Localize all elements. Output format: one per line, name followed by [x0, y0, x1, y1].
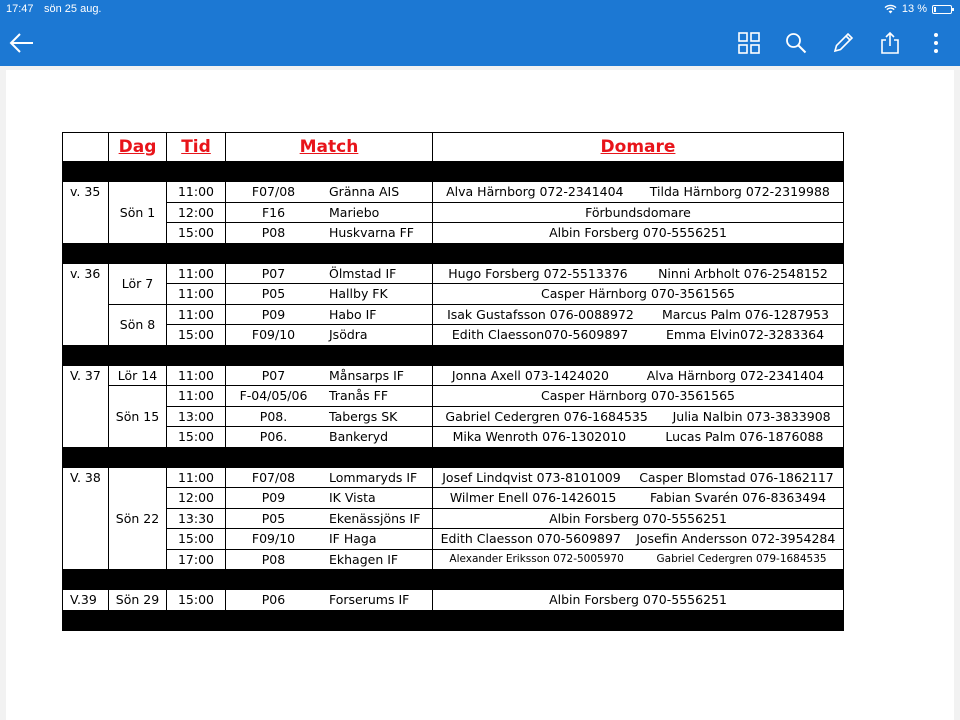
referee-1: Isak Gustafsson 076-0088972	[447, 306, 634, 322]
table-row	[63, 427, 844, 448]
opponent: Jsödra	[329, 327, 368, 343]
referee-cell	[433, 325, 844, 346]
referee-1: Alexander Eriksson 072-5005970	[449, 552, 624, 565]
referee-info	[433, 427, 843, 446]
match-info	[226, 488, 432, 507]
opponent: Huskvarna FF	[329, 225, 414, 241]
time-cell: 15:00	[167, 590, 226, 611]
match-cell	[226, 386, 433, 407]
referee-info	[433, 284, 843, 303]
referee-info	[433, 550, 843, 569]
table-row	[63, 182, 844, 203]
match-info	[226, 550, 432, 569]
team-code: P07	[261, 265, 286, 281]
match-info	[226, 264, 432, 283]
grid-icon[interactable]	[735, 29, 763, 57]
referee-info	[433, 529, 843, 548]
opponent: Tabergs SK	[329, 408, 398, 424]
table-row	[63, 202, 844, 223]
day-cell: Lör 14	[109, 365, 167, 386]
table-row	[63, 508, 844, 529]
opponent: Habo IF	[329, 306, 377, 322]
week-cell: V. 37	[63, 365, 109, 447]
day-cell: Lör 7	[109, 263, 167, 304]
team-code: P08.	[259, 408, 288, 424]
referee-2: Josefin Andersson 072-3954284	[636, 531, 836, 547]
referee-1: Hugo Forsberg 072-5513376	[448, 265, 628, 281]
time-cell: 11:00	[167, 365, 226, 386]
status-right	[884, 3, 952, 15]
referee-1: Förbundsdomare	[585, 204, 691, 220]
time-cell: 11:00	[167, 467, 226, 488]
match-cell	[226, 406, 433, 427]
time-cell: 11:00	[167, 386, 226, 407]
referee-cell	[433, 284, 844, 305]
referee-1: Albin Forsberg 070-5556251	[549, 592, 727, 608]
referee-1: Jonna Axell 073-1424020	[451, 367, 609, 383]
match-cell	[226, 223, 433, 244]
status-bar	[0, 0, 960, 20]
time-cell: 17:00	[167, 549, 226, 570]
separator-row	[63, 162, 844, 182]
share-icon[interactable]	[876, 29, 904, 57]
separator-cell	[63, 345, 844, 365]
time-cell: 11:00	[167, 263, 226, 284]
team-code: P05	[261, 510, 286, 526]
week-cell: V. 38	[63, 467, 109, 570]
referee-1: Albin Forsberg 070-5556251	[549, 510, 727, 526]
table-row	[63, 467, 844, 488]
referee-2: Tilda Härnborg 072-2319988	[649, 184, 830, 200]
separator-cell	[63, 162, 844, 182]
table-row	[63, 325, 844, 346]
day-cell: Sön 22	[109, 467, 167, 570]
match-cell	[226, 467, 433, 488]
table-row	[63, 590, 844, 611]
separator-row	[63, 243, 844, 263]
time-cell: 13:00	[167, 406, 226, 427]
header-domare: Domare	[433, 133, 844, 162]
match-info	[226, 386, 432, 405]
referee-1: Gabriel Cedergren 076-1684535	[445, 408, 648, 424]
header-match: Match	[226, 133, 433, 162]
team-code: F09/10	[251, 327, 296, 343]
separator-cell	[63, 570, 844, 590]
referee-info	[433, 203, 843, 222]
referee-1: Albin Forsberg 070-5556251	[549, 225, 727, 241]
match-info	[226, 284, 432, 303]
referee-info	[433, 305, 843, 324]
time-cell: 12:00	[167, 488, 226, 509]
referee-info	[433, 366, 843, 385]
referee-cell	[433, 182, 844, 203]
referee-2: Marcus Palm 076-1287953	[662, 306, 829, 322]
referee-1: Alva Härnborg 072-2341404	[446, 184, 624, 200]
referee-2: Fabian Svarén 076-8363494	[649, 490, 827, 506]
day-cell: Sön 29	[109, 590, 167, 611]
week-cell: v. 36	[63, 263, 109, 345]
referee-cell	[433, 529, 844, 550]
referee-cell	[433, 304, 844, 325]
table-row	[63, 549, 844, 570]
table-row	[63, 386, 844, 407]
team-code: P08	[261, 225, 286, 241]
time-cell: 11:00	[167, 182, 226, 203]
table-row	[63, 284, 844, 305]
referee-1: Casper Härnborg 070-3561565	[541, 388, 735, 404]
time-cell: 15:00	[167, 325, 226, 346]
match-info	[226, 509, 432, 528]
day-cell: Sön 8	[109, 304, 167, 345]
day-cell: Sön 15	[109, 386, 167, 448]
match-info	[226, 223, 432, 242]
separator-row	[63, 610, 844, 630]
referee-info	[433, 325, 843, 344]
match-cell	[226, 529, 433, 550]
back-arrow-icon[interactable]	[8, 29, 36, 57]
separator-row	[63, 570, 844, 590]
match-cell	[226, 427, 433, 448]
match-cell	[226, 549, 433, 570]
referee-cell	[433, 365, 844, 386]
referee-2: Casper Blomstad 076-1862117	[639, 469, 834, 485]
referee-1: Edith Claesson 070-5609897	[440, 531, 621, 547]
match-cell	[226, 590, 433, 611]
referee-cell	[433, 386, 844, 407]
match-info	[226, 305, 432, 324]
referee-info	[433, 509, 843, 528]
more-icon[interactable]	[922, 29, 950, 57]
referee-info	[433, 182, 843, 201]
referee-1: Josef Lindqvist 073-8101009	[442, 469, 621, 485]
match-info	[226, 468, 432, 487]
opponent: Ekhagen IF	[329, 551, 399, 567]
header-row	[63, 133, 844, 162]
table-row	[63, 529, 844, 550]
referee-2: Ninni Arbholt 076-2548152	[658, 265, 828, 281]
separator-cell	[63, 447, 844, 467]
time-cell: 15:00	[167, 427, 226, 448]
match-info	[226, 529, 432, 548]
team-code: F16	[261, 204, 286, 220]
table-row	[63, 223, 844, 244]
opponent: Tranås FF	[329, 388, 389, 404]
referee-cell	[433, 488, 844, 509]
team-code: P05	[261, 286, 286, 302]
referee-2: Julia Nalbin 073-3833908	[672, 408, 831, 424]
referee-cell	[433, 467, 844, 488]
app-toolbar	[0, 20, 960, 66]
time-cell: 11:00	[167, 304, 226, 325]
opponent: IF Haga	[329, 531, 377, 547]
pencil-icon[interactable]	[829, 29, 857, 57]
team-code: P08	[261, 551, 286, 567]
header-empty-cell	[63, 133, 109, 162]
match-info	[226, 366, 432, 385]
week-cell: V.39	[63, 590, 109, 611]
separator-cell	[63, 243, 844, 263]
battery-fill	[934, 7, 936, 12]
team-code: P06	[261, 592, 286, 608]
match-cell	[226, 508, 433, 529]
time-cell: 12:00	[167, 202, 226, 223]
referee-2: Lucas Palm 076-1876088	[665, 429, 824, 445]
match-info	[226, 407, 432, 426]
opponent: Ekenässjöns IF	[329, 510, 421, 526]
opponent: Bankeryd	[329, 429, 389, 445]
referee-info	[433, 386, 843, 405]
referee-cell	[433, 263, 844, 284]
team-code: P06.	[259, 429, 288, 445]
wifi-icon	[884, 4, 897, 14]
referee-1: Casper Härnborg 070-3561565	[541, 286, 735, 302]
opponent: Forserums IF	[329, 592, 410, 608]
match-cell	[226, 263, 433, 284]
referee-cell	[433, 549, 844, 570]
match-cell	[226, 202, 433, 223]
referee-cell	[433, 590, 844, 611]
referee-cell	[433, 202, 844, 223]
match-info	[226, 427, 432, 446]
referee-info	[433, 488, 843, 507]
match-cell	[226, 325, 433, 346]
match-cell	[226, 304, 433, 325]
team-code: P07	[261, 367, 286, 383]
table-row	[63, 263, 844, 284]
referee-2: Gabriel Cedergren 079-1684535	[656, 552, 827, 565]
separator-row	[63, 345, 844, 365]
referee-info	[433, 264, 843, 283]
match-cell	[226, 182, 433, 203]
header-tid: Tid	[167, 133, 226, 162]
referee-2: Alva Härnborg 072-2341404	[646, 367, 825, 383]
match-info	[226, 590, 432, 609]
time-cell: 13:30	[167, 508, 226, 529]
referee-1: Mika Wenroth 076-1302010	[452, 429, 627, 445]
match-info	[226, 203, 432, 222]
match-cell	[226, 488, 433, 509]
referee-cell	[433, 427, 844, 448]
match-cell	[226, 365, 433, 386]
status-time: 17:47	[6, 3, 34, 15]
opponent: Gränna AIS	[329, 184, 400, 200]
team-code: F07/08	[251, 184, 296, 200]
table-row	[63, 488, 844, 509]
referee-cell	[433, 406, 844, 427]
status-date: sön 25 aug.	[44, 3, 102, 15]
match-info	[226, 182, 432, 201]
team-code: F-04/05/06	[239, 388, 308, 404]
opponent: Månsarps IF	[329, 367, 404, 383]
time-cell: 11:00	[167, 284, 226, 305]
match-info	[226, 325, 432, 344]
referee-cell	[433, 508, 844, 529]
opponent: Mariebo	[329, 204, 380, 220]
referee-info	[433, 468, 843, 487]
table-row	[63, 304, 844, 325]
referee-1: Wilmer Enell 076-1426015	[449, 490, 617, 506]
referee-info	[433, 407, 843, 426]
opponent: Ölmstad IF	[329, 265, 397, 281]
time-cell: 15:00	[167, 223, 226, 244]
separator-cell	[63, 610, 844, 630]
separator-row	[63, 447, 844, 467]
opponent: Hallby FK	[329, 286, 388, 302]
referee-info	[433, 590, 843, 609]
table-row	[63, 365, 844, 386]
team-code: F07/08	[251, 469, 296, 485]
referee-1: Edith Claesson070-5609897	[451, 327, 629, 343]
match-cell	[226, 284, 433, 305]
table-row	[63, 406, 844, 427]
opponent: IK Vista	[329, 490, 376, 506]
referee-info	[433, 223, 843, 242]
time-cell: 15:00	[167, 529, 226, 550]
opponent: Lommaryds IF	[329, 469, 418, 485]
header-dag: Dag	[109, 133, 167, 162]
team-code: F09/10	[251, 531, 296, 547]
battery-icon	[932, 5, 952, 14]
referee-cell	[433, 223, 844, 244]
week-cell: v. 35	[63, 182, 109, 244]
team-code: P09	[261, 306, 286, 322]
referee-2: Emma Elvin072-3283364	[665, 327, 825, 343]
search-icon[interactable]	[782, 29, 810, 57]
battery-percent: 13 %	[901, 3, 927, 15]
day-cell: Sön 1	[109, 182, 167, 244]
schedule-table	[62, 132, 844, 631]
team-code: P09	[261, 490, 286, 506]
